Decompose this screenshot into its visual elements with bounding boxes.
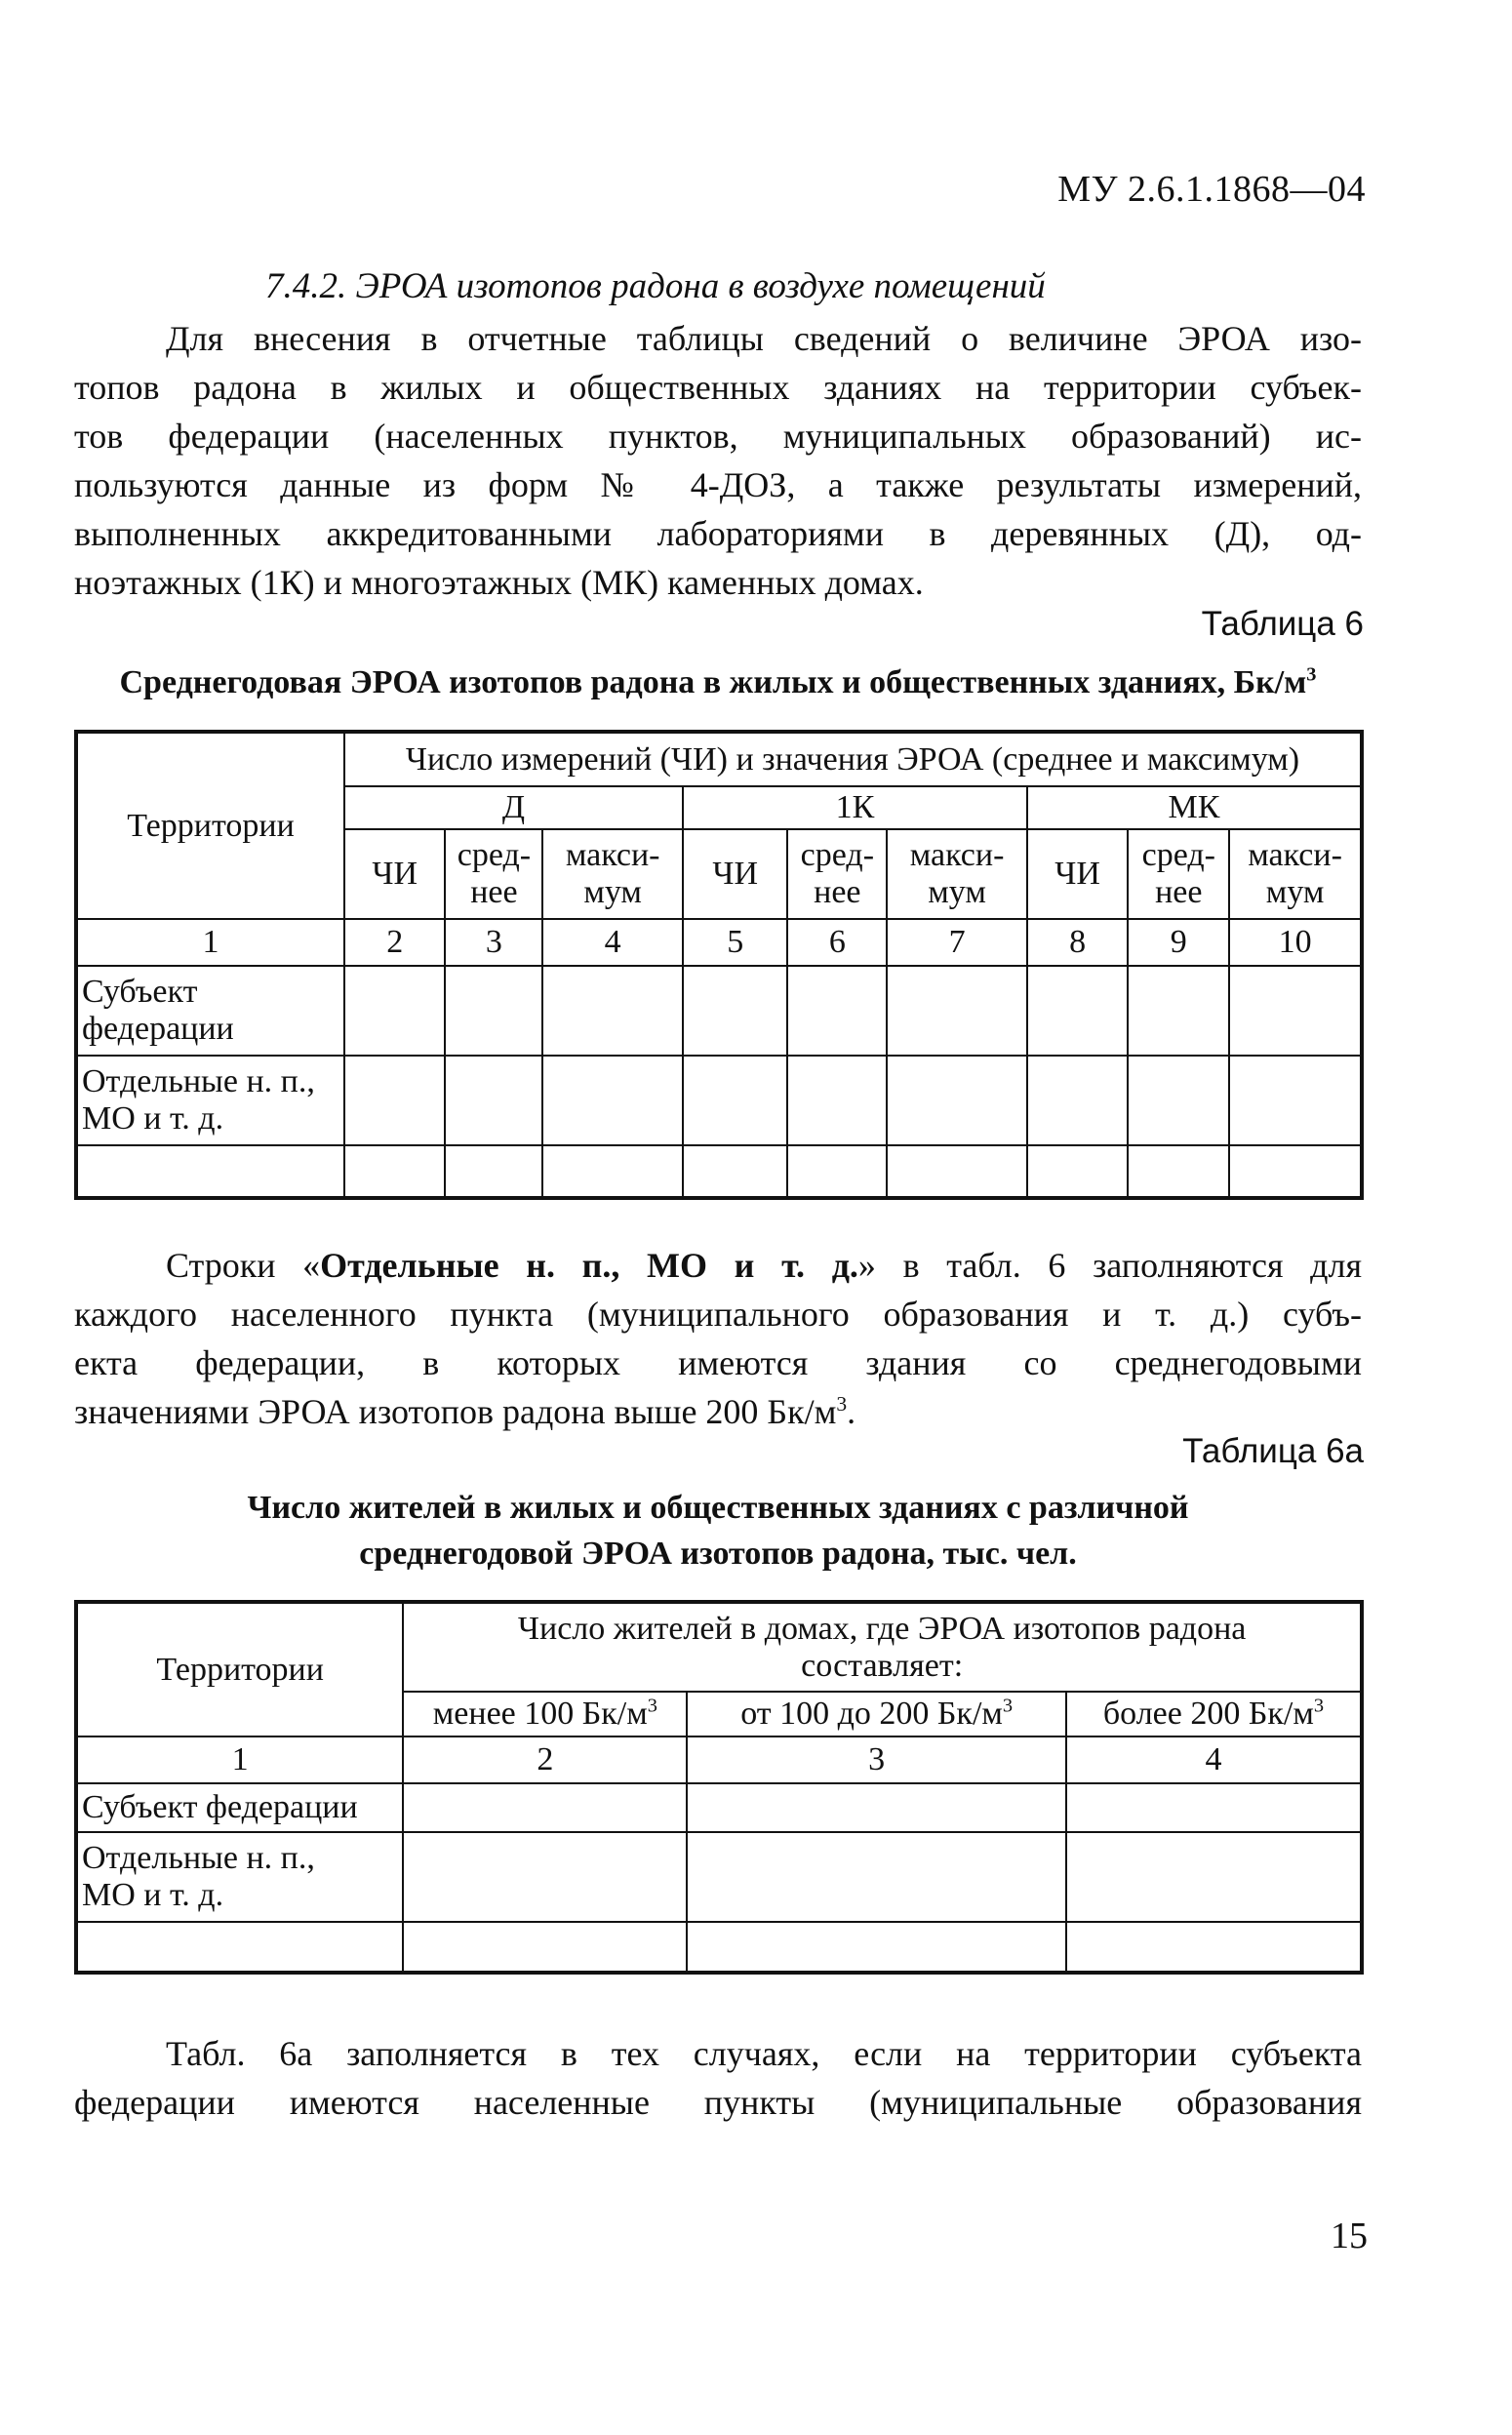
- table-cell: [1229, 1056, 1362, 1145]
- table-cell: [542, 1145, 683, 1198]
- table6-header-ci: ЧИ: [1027, 829, 1129, 919]
- cell-line: сред-: [1141, 837, 1215, 873]
- paragraph-line: выполненных аккредитованными лабораториями в деревянных (Д), од-: [74, 514, 1362, 553]
- table-cell: [1128, 1056, 1229, 1145]
- table-cell: [887, 1056, 1027, 1145]
- cell-line: мум: [583, 874, 642, 910]
- table6a-header-territories: Территории: [76, 1602, 403, 1736]
- cell-text: менее 100 Бк/м: [432, 1696, 648, 1732]
- column-number: 8: [1027, 919, 1129, 966]
- row-label: [76, 1832, 403, 1922]
- cell-line: мум: [928, 874, 986, 910]
- paragraph-table6-note: [74, 1241, 1362, 1436]
- row-label: [76, 1922, 403, 1973]
- table-cell: [787, 966, 887, 1056]
- table-cell: [542, 1056, 683, 1145]
- table6-header-ci: ЧИ: [683, 829, 787, 919]
- cell-line: макси-: [565, 837, 660, 873]
- table-cell: [1229, 1145, 1362, 1198]
- column-number: 1: [76, 1736, 403, 1783]
- table6-number-row: [76, 919, 1362, 966]
- column-number: 2: [344, 919, 446, 966]
- table6-header-max: [1229, 829, 1362, 919]
- table-row: [76, 1922, 1362, 1973]
- table6a-header-group: [403, 1602, 1362, 1692]
- table6-title: [74, 659, 1362, 705]
- table6-title-sup: 3: [1306, 663, 1317, 686]
- column-number: 5: [683, 919, 787, 966]
- cell-text: более 200 Бк/м: [1102, 1696, 1314, 1732]
- row-label: [76, 966, 344, 1056]
- column-number: 3: [445, 919, 542, 966]
- table6-header-max: [542, 829, 683, 919]
- column-number: 10: [1229, 919, 1362, 966]
- table6a-title-line: Число жителей в жилых и общественных зданиях с различной: [247, 1490, 1189, 1526]
- column-number: 4: [1066, 1736, 1362, 1783]
- table-cell: [1027, 966, 1129, 1056]
- table6-title-text: Среднегодовая ЭРОА изотопов радона в жилых и общественных зданиях, Бк/м: [119, 664, 1307, 700]
- paragraph-line: пользуются данные из форм № 4-ДОЗ, а также результаты измерений,: [74, 465, 1362, 504]
- row-label: [76, 1056, 344, 1145]
- column-number: 4: [542, 919, 683, 966]
- paragraph-line: Табл. 6а заполняется в тех случаях, если на территории субъекта: [166, 2034, 1362, 2073]
- cell-line: федерации: [82, 1011, 234, 1047]
- column-number: 9: [1128, 919, 1229, 966]
- table6a: [74, 1600, 1364, 1975]
- table-cell: [403, 1832, 687, 1922]
- cell-line: сред-: [457, 837, 532, 873]
- table6a-title: [74, 1485, 1362, 1577]
- text-run: .: [847, 1392, 856, 1431]
- page-number: 15: [1331, 2215, 1368, 2256]
- table-cell: [1229, 966, 1362, 1056]
- row-label: [76, 1145, 344, 1198]
- paragraph-intro: [74, 314, 1362, 607]
- table-cell: [787, 1056, 887, 1145]
- table6-header-house-d: Д: [344, 786, 683, 829]
- cell-line: МО и т. д.: [82, 1877, 224, 1913]
- text-run: Строки «: [166, 1246, 321, 1285]
- table-cell: [683, 1056, 787, 1145]
- paragraph-line: [74, 1387, 1362, 1436]
- table6: [74, 730, 1364, 1200]
- table6-header-mean: [787, 829, 887, 919]
- table-cell: [687, 1783, 1066, 1832]
- table-cell: [445, 1056, 542, 1145]
- cell-line: нее: [470, 874, 518, 910]
- text-run: значениями ЭРОА изотопов радона выше 200 Бк/м: [74, 1392, 837, 1431]
- table6-header-mean: [1128, 829, 1229, 919]
- table6-header-house-1k: 1К: [683, 786, 1027, 829]
- table6-label: Таблица 6: [1201, 605, 1364, 643]
- paragraph-line: топов радона в жилых и общественных зданиях на территории субъек-: [74, 368, 1362, 407]
- table-cell: [403, 1783, 687, 1832]
- table-cell: [1027, 1145, 1129, 1198]
- paragraph-table6a-note: [74, 2029, 1362, 2127]
- superscript: 3: [1002, 1695, 1014, 1717]
- text-run: » в табл. 6 заполняются для: [857, 1246, 1363, 1285]
- paragraph-line: Для внесения в отчетные таблицы сведений о величине ЭРОА изо-: [166, 319, 1362, 358]
- cell-line: МО и т. д.: [82, 1100, 224, 1137]
- cell-line: составляет:: [801, 1647, 964, 1684]
- cell-line: нее: [1155, 874, 1203, 910]
- column-number: 7: [887, 919, 1027, 966]
- column-number: 3: [687, 1736, 1066, 1783]
- row-label: Субъект федерации: [76, 1783, 403, 1832]
- table-cell: [1128, 966, 1229, 1056]
- table-cell: [683, 1145, 787, 1198]
- table-cell: [787, 1145, 887, 1198]
- cell-line: Субъект: [82, 974, 198, 1010]
- paragraph-line: [74, 1241, 1362, 1290]
- table6a-label: Таблица 6а: [1182, 1432, 1364, 1470]
- table-cell: [445, 1145, 542, 1198]
- table-cell: [1027, 1056, 1129, 1145]
- table-row: [76, 1145, 1362, 1198]
- table6-header-territories: Территории: [76, 732, 344, 919]
- cell-line: Отдельные н. п.,: [82, 1840, 315, 1876]
- paragraph-line: екта федерации, в которых имеются здания со среднегодовыми: [74, 1343, 1362, 1382]
- table6a-title-line: среднегодовой ЭРОА изотопов радона, тыс. чел.: [359, 1536, 1077, 1572]
- table-row: [76, 966, 1362, 1056]
- paragraph-line: тов федерации (населенных пунктов, муниципальных образований) ис-: [74, 417, 1362, 456]
- table6-header-mean: [445, 829, 542, 919]
- paragraph-line: каждого населенного пункта (муниципального образования и т. д.) субъ-: [74, 1295, 1362, 1334]
- table6-header-max: [887, 829, 1027, 919]
- table-cell: [1128, 1145, 1229, 1198]
- table-cell: [1066, 1832, 1362, 1922]
- table6a-header-c1: [403, 1692, 687, 1736]
- table-cell: [344, 1056, 446, 1145]
- section-heading: 7.4.2. ЭРОА изотопов радона в воздухе помещений: [265, 266, 1046, 306]
- table6-header-group: Число измерений (ЧИ) и значения ЭРОА (среднее и максимум): [344, 732, 1362, 786]
- table-row: [76, 1056, 1362, 1145]
- superscript: 3: [1313, 1695, 1325, 1717]
- table-cell: [542, 966, 683, 1056]
- cell-line: мум: [1265, 874, 1325, 910]
- table6-header-house-mk: МК: [1027, 786, 1362, 829]
- document-code: МУ 2.6.1.1868—04: [1057, 169, 1366, 210]
- table6a-header-c3: [1066, 1692, 1362, 1736]
- table-cell: [445, 966, 542, 1056]
- table-row: [76, 1832, 1362, 1922]
- table6-header-ci: ЧИ: [344, 829, 446, 919]
- table-cell: [687, 1832, 1066, 1922]
- column-number: 1: [76, 919, 344, 966]
- table6a-header-c2: [687, 1692, 1066, 1736]
- table6a-number-row: [76, 1736, 1362, 1783]
- table-cell: [1066, 1922, 1362, 1973]
- table-row: [76, 1783, 1362, 1832]
- table-cell: [344, 1145, 446, 1198]
- cell-text: от 100 до 200 Бк/м: [740, 1696, 1003, 1732]
- table6a-header-row: [76, 1602, 1362, 1692]
- column-number: 2: [403, 1736, 687, 1783]
- table6-header-row: [76, 732, 1362, 786]
- table-cell: [687, 1922, 1066, 1973]
- table-cell: [683, 966, 787, 1056]
- superscript: 3: [647, 1695, 657, 1717]
- table-cell: [403, 1922, 687, 1973]
- table-cell: [887, 966, 1027, 1056]
- cell-line: нее: [814, 874, 861, 910]
- paragraph-line: ноэтажных (1К) и многоэтажных (МК) каменных домах.: [74, 563, 924, 602]
- table-cell: [887, 1145, 1027, 1198]
- column-number: 6: [787, 919, 887, 966]
- superscript: 3: [836, 1392, 848, 1416]
- bold-run: Отдельные н. п., МО и т. д.: [320, 1246, 858, 1285]
- table-cell: [1066, 1783, 1362, 1832]
- cell-line: макси-: [909, 837, 1005, 873]
- cell-line: Отдельные н. п.,: [82, 1063, 315, 1099]
- paragraph-line: федерации имеются населенные пункты (муниципальные образования: [74, 2083, 1362, 2122]
- cell-line: Число жителей в домах, где ЭРОА изотопов радона: [517, 1610, 1247, 1647]
- cell-line: макси-: [1248, 837, 1342, 873]
- cell-line: сред-: [800, 837, 875, 873]
- table-cell: [344, 966, 446, 1056]
